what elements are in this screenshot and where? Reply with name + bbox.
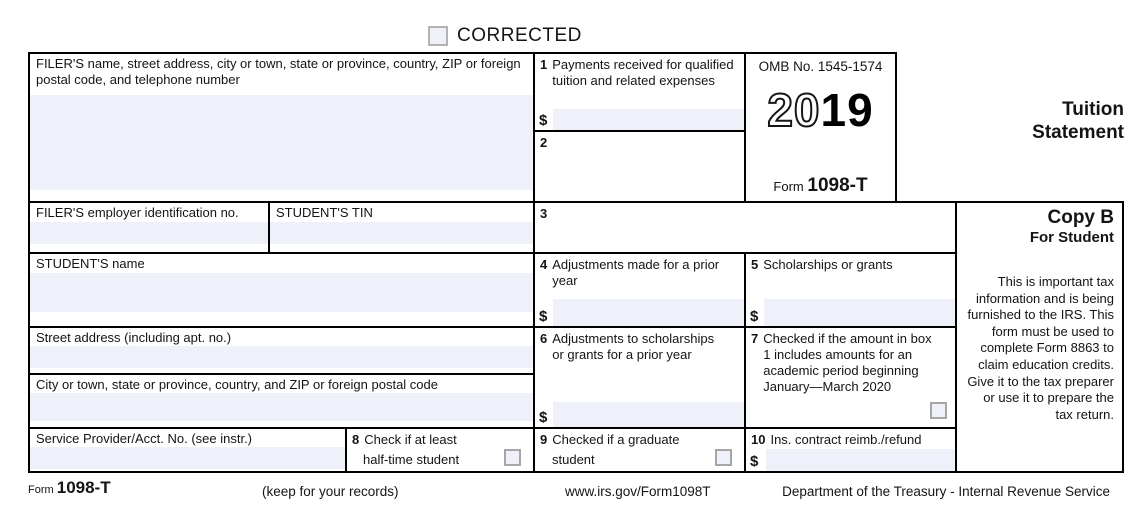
box2-label: [535, 132, 744, 151]
box6-amount-entry[interactable]: [553, 402, 744, 427]
footer-irs-url[interactable]: www.irs.gov/Form1098T: [565, 484, 711, 499]
box4-number: 4: [540, 257, 548, 272]
service-provider-label: Service Provider/Acct. No. (see instr.): [36, 431, 253, 446]
form-number-header: Form 1098-T: [773, 175, 868, 196]
box5-amount-entry[interactable]: [764, 299, 955, 326]
student-tin-label: STUDENT'S TIN: [276, 205, 373, 220]
box5-number: 5: [751, 257, 759, 272]
box4-label: 4 Adjustments made for a prior year: [540, 257, 720, 288]
box4-dollar-sign: $: [539, 308, 548, 325]
box4-amount-entry[interactable]: [553, 299, 744, 326]
box6-amount-row: [537, 402, 744, 427]
box8-label: 8 Check if at least: [352, 432, 457, 447]
box7-checkbox[interactable]: [930, 402, 947, 419]
street-address-entry[interactable]: [30, 346, 533, 368]
box3-blank: [533, 201, 957, 254]
box9-graduate: [533, 427, 746, 473]
street-address-label: Street address (including apt. no.): [36, 330, 232, 345]
box4-adjustments: [533, 252, 746, 328]
filer-ein-label: FILER'S employer identification no.: [36, 205, 239, 220]
box6-label: 6 Adjustments to scholarships or grants for a prior year: [540, 331, 715, 362]
box4-amount-row: [537, 299, 744, 326]
service-provider-entry[interactable]: [30, 447, 345, 469]
box6-dollar-sign: $: [539, 409, 548, 426]
box1-label: 1 Payments received for qualified tuition and related expenses: [540, 57, 734, 88]
filer-ein-box: [28, 201, 270, 254]
box1-number: 1: [540, 57, 548, 72]
form-title: Tuition Statement: [1032, 99, 1124, 143]
box6-adjustments-scholarships: [533, 326, 746, 429]
box10-dollar-sign: $: [750, 453, 759, 470]
box3-number: 3: [540, 206, 548, 221]
student-name-entry[interactable]: [30, 273, 533, 312]
box3-label: [535, 203, 955, 222]
box10-label: 10 Ins. contract reimb./refund: [751, 432, 922, 447]
box5-amount-row: [748, 299, 955, 326]
omb-year-box: [744, 52, 897, 203]
footer-keep-note: (keep for your records): [262, 484, 399, 499]
student-tin-box: [268, 201, 535, 254]
footer-department: Department of the Treasury - Internal Revenue Service: [782, 484, 1110, 499]
filer-info-label: FILER'S name, street address, city or town, state or province, country, ZIP or foreign postal code, and telephone number: [36, 56, 521, 87]
box8-number: 8: [352, 432, 360, 447]
tax-year: 2019: [767, 84, 874, 136]
box1-dollar-sign: $: [539, 112, 548, 129]
box10-amount-row: [748, 449, 955, 471]
city-entry[interactable]: [30, 393, 533, 421]
filer-ein-entry[interactable]: [30, 222, 268, 244]
box5-scholarships: [744, 252, 957, 328]
omb-number: OMB No. 1545-1574: [758, 59, 883, 74]
city-box: [28, 373, 535, 429]
copy-b-column: [955, 201, 1124, 473]
box10-ins-contract: [744, 427, 957, 473]
filer-info-box: [28, 52, 535, 203]
corrected-checkbox[interactable]: [428, 26, 448, 46]
box9-checkbox[interactable]: [715, 449, 732, 466]
box1-amount-entry[interactable]: [553, 109, 744, 130]
box10-number: 10: [751, 432, 766, 447]
box8-half-time: [345, 427, 535, 473]
corrected-row: [428, 25, 582, 47]
box2-number: 2: [540, 135, 548, 150]
box7-academic-period: [744, 326, 957, 429]
box6-number: 6: [540, 331, 548, 346]
box1-amount-row: [537, 109, 744, 130]
city-label: City or town, state or province, country, and ZIP or foreign postal code: [36, 377, 438, 392]
filer-info-entry[interactable]: [30, 95, 533, 190]
box7-label: 7 Checked if the amount in box 1 includes amounts for an academic period beginning January—March 2020: [751, 331, 932, 394]
box10-amount-entry[interactable]: [766, 449, 955, 471]
copy-b-statement: This is important tax information and is being furnished to the IRS. This form must be used to complete Form 8863 to claim education credits. Give it to the tax preparer or use it to prepare the tax return.: [967, 274, 1114, 422]
student-name-label: STUDENT'S name: [36, 256, 145, 271]
copy-b-subtitle: For Student: [1029, 229, 1114, 246]
box7-number: 7: [751, 331, 759, 346]
box2-reserved: [533, 130, 746, 203]
copy-b-title: Copy B: [1047, 207, 1114, 228]
service-provider-box: [28, 427, 347, 473]
box9-number: 9: [540, 432, 548, 447]
box9-label-line2: student: [552, 452, 595, 467]
box5-dollar-sign: $: [750, 308, 759, 325]
corrected-label: CORRECTED: [457, 25, 582, 46]
box8-checkbox[interactable]: [504, 449, 521, 466]
box5-label: 5 Scholarships or grants: [751, 257, 893, 272]
box1-payments: [533, 52, 746, 132]
footer-form-number: Form 1098-T: [28, 478, 111, 497]
student-name-box: [28, 252, 535, 328]
box8-label-line2: half-time student: [363, 452, 460, 467]
street-address-box: [28, 326, 535, 375]
student-tin-entry[interactable]: [270, 222, 533, 244]
box9-label: 9 Checked if a graduate: [540, 432, 680, 447]
